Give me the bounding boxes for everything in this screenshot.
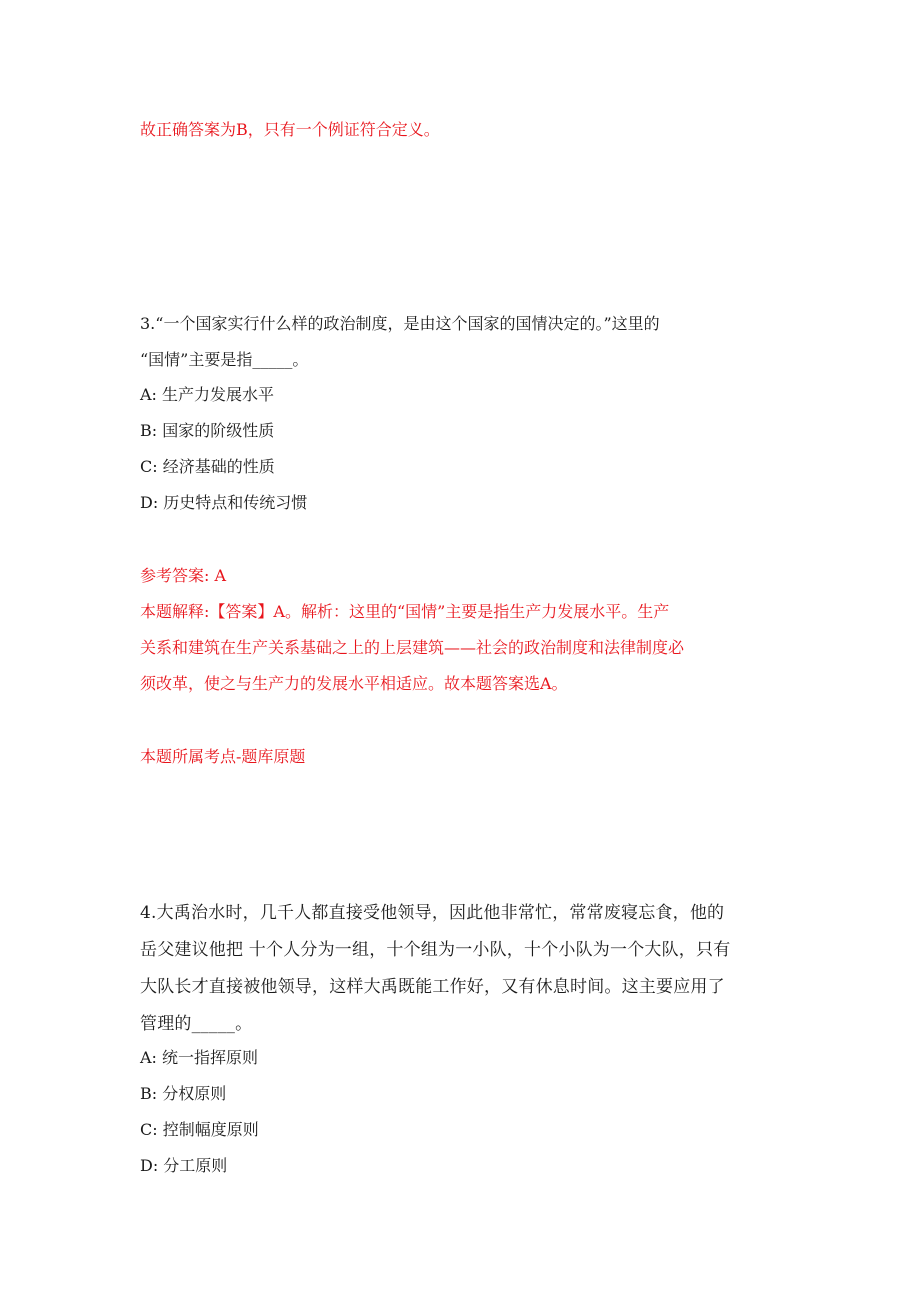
q3-stem-line-1: 3.“一个国家实行什么样的政治制度，是由这个国家的国情决定的。”这里的 [140,314,660,333]
q3-option-c: C: 经济基础的性质 [140,457,275,476]
q3-reference-answer: 参考答案: A [140,566,227,585]
q4-stem-line-3: 大队长才直接被他领导，这样大禹既能工作好，又有休息时间。这主要应用了 [140,977,725,997]
q4-stem-line-1: 4.大禹治水时，几千人都直接受他领导，因此他非常忙，常常废寝忘食，他的 [140,903,725,923]
q4-option-a: A: 统一指挥原则 [140,1048,259,1067]
q4-stem-line-4: 管理的_____。 [140,1014,253,1034]
q3-option-b: B: 国家的阶级性质 [140,421,275,440]
q4-stem-line-2: 岳父建议他把 十个人分为一组，十个组为一小队，十个小队为一个大队，只有 [140,940,731,960]
q4-option-d: D: 分工原则 [140,1156,228,1175]
q3-option-a: A: 生产力发展水平 [140,385,275,404]
q4-option-b: B: 分权原则 [140,1084,227,1103]
previous-answer-conclusion: 故正确答案为B，只有一个例证符合定义。 [140,120,440,139]
q4-option-c: C: 控制幅度原则 [140,1120,259,1139]
q3-stem-line-2: “国情”主要是指_____。 [140,350,309,369]
q3-explanation-line-2: 关系和建筑在生产关系基础之上的上层建筑——社会的政治制度和法律制度必 [140,638,685,657]
q3-explanation-line-1: 本题解释:【答案】A。解析：这里的“国情”主要是指生产力发展水平。生产 [140,602,670,621]
q3-explanation-line-3: 须改革，使之与生产力的发展水平相适应。故本题答案选A。 [140,674,568,693]
q3-source-tag: 本题所属考点-题库原题 [140,747,306,766]
q3-option-d: D: 历史特点和传统习惯 [140,493,308,512]
